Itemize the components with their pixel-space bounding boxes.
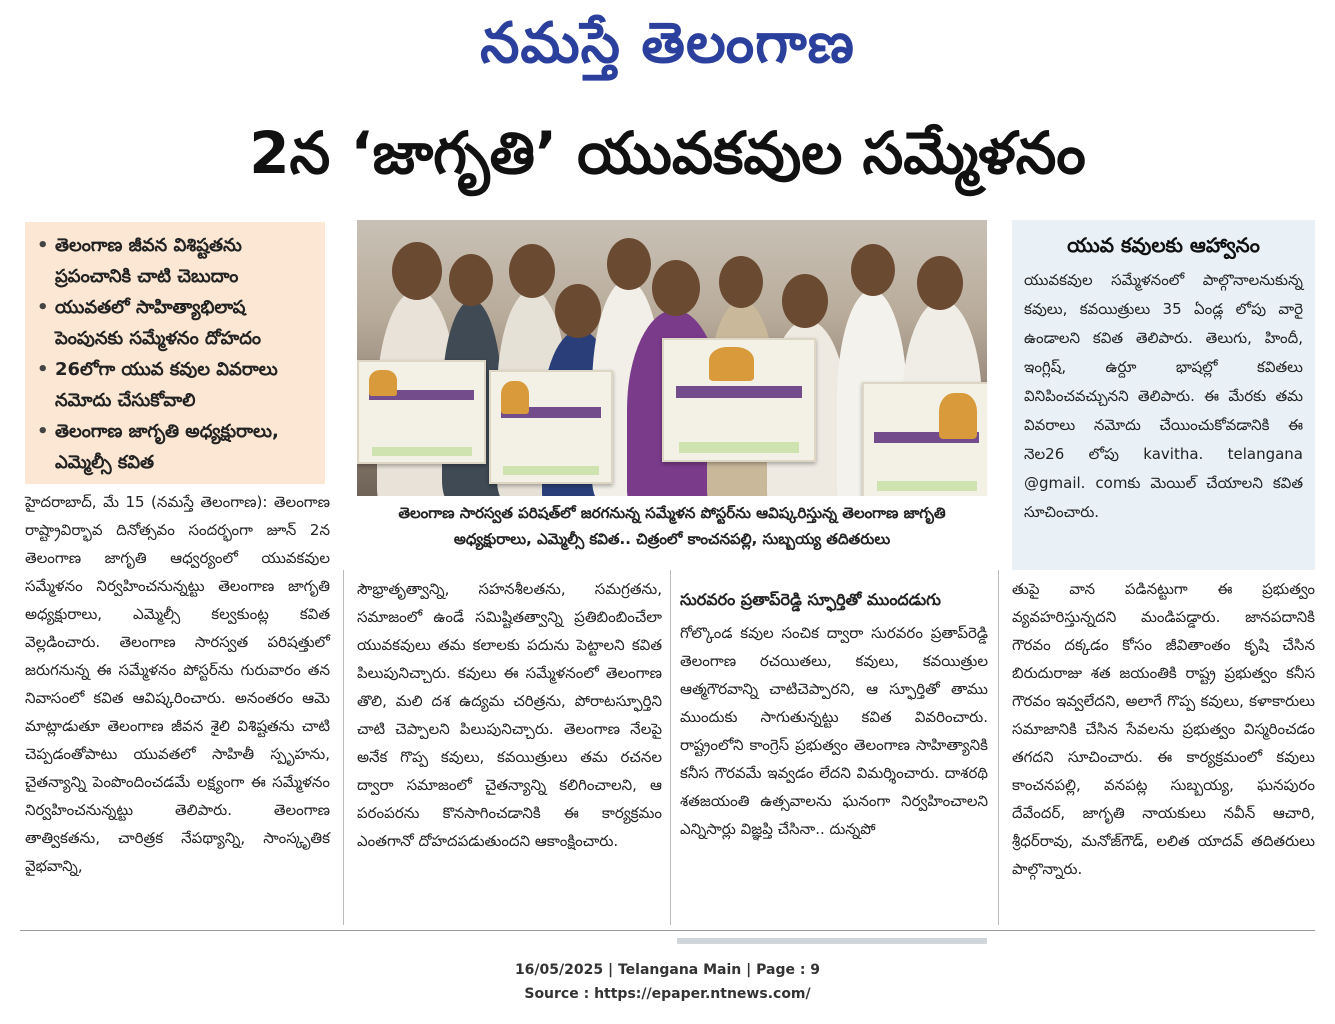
event-poster bbox=[662, 338, 816, 462]
highlights-box bbox=[25, 222, 325, 484]
sidebar-body: యువకవుల సమ్మేళనంలో పాల్గొనాలనుకున్న కవులు, కవయిత్రులు 35 ఏండ్ల లోపు వారై ఉండాలని కవిత తెలిపారు. తెలుగు, హిందీ, ఇంగ్లిష్, ఉర్దూ భాషల్లో కవితలు వినిపించవచ్చునని తెలిపారు. ఈ మేరకు తమ వివరాలు నమోదు చేయించుకోవడానికి ఈ నెల26 లోపు kavitha. telangana @gmail. comకు మెయిల్ చేయాలని కవిత సూచించారు. bbox=[1024, 271, 1303, 521]
edition-info: 16/05/2025 | Telangana Main | Page : 9 bbox=[514, 962, 821, 978]
photo-figure-head bbox=[851, 244, 895, 296]
photo-figure-head bbox=[652, 260, 700, 316]
next-article-bar bbox=[677, 938, 987, 944]
bullet-icon: • bbox=[37, 421, 49, 442]
article-text: సౌభ్రాతృత్వాన్ని, సహనశీలతను, సమగ్రతను, సమాజంలో ఉండే సమిష్టితత్వాన్ని ప్రతిబింబించేలా యువకవులు తమ కలాలకు పదును పెట్టాలని కవిత పిలుపునిచ్చారు. కవులు ఈ సమ్మేళనంలో తెలంగాణ తొలి, మలి దశ ఉద్యమ చరిత్రను, పోరాటస్ఫూర్తిని చాటి చెప్పాలని పిలుపునిచ్చారు. తెలంగాణ నేలపై అనేక గొప్ప కవులు, కవయిత్రులు తమ రచనల ద్వారా సమాజంలో చైతన్యాన్ని కలిగించాలని, ఆ పరంపరను కొనసాగించడానికి ఈ కార్యక్రమం ఎంతగానో దోహదపడుతుందని ఆకాంక్షించారు. bbox=[357, 580, 662, 850]
column-divider bbox=[343, 570, 344, 925]
photo-figure-head bbox=[917, 256, 963, 310]
column-divider bbox=[998, 570, 999, 925]
photo-figure-head bbox=[449, 254, 493, 306]
photo-figure-head bbox=[509, 244, 555, 298]
article-subheading: సురవరం ప్రతాప్‌రెడ్డి స్ఫూర్తితో ముందడుగు bbox=[680, 590, 941, 609]
page-bottom-rule bbox=[20, 930, 1315, 931]
article-column-1 bbox=[25, 488, 330, 918]
sidebar-box bbox=[1012, 220, 1315, 570]
bullet-icon: • bbox=[37, 235, 49, 256]
article-text: హైదరాబాద్, మే 15 (నమస్తే తెలంగాణ): తెలంగాణ రాష్ట్రావిర్భావ దినోత్సవం సందర్భంగా జూన్ 2న తెలంగాణ జాగృతి ఆధ్వర్యంలో యువకవుల సమ్మేళనం నిర్వహించనున్నట్టు తెలంగాణ జాగృతి అధ్యక్షురాలు, ఎమ్మెల్సీ కల్వకుంట్ల కవిత వెల్లడించారు. తెలంగాణ సారస్వత పరిషత్తులో జరుగనున్న ఈ సమ్మేళనం పోస్టర్‌ను గురువారం తన నివాసంలో కవిత ఆవిష్కరించారు. అనంతరం ఆమె మాట్లాడుతూ తెలంగాణ జీవన శైలి విశిష్టతను చాటి చెప్పడంతోపాటు యువతలో సాహితీ స్పృహను, చైతన్యాన్ని పెంపొందించడమే లక్ష్యంగా ఈ సమ్మేళనం నిర్వహించనున్నట్టు తెలిపారు. తెలంగాణ తాత్వికతను, చారిత్రక నేపథ్యాన్ని, సాంస్కృతిక వైభవాన్ని, bbox=[25, 493, 330, 875]
article-column-2 bbox=[357, 575, 662, 920]
sidebar-title: యువ కవులకు ఆహ్వానం bbox=[1067, 233, 1260, 257]
article-column-4 bbox=[1012, 575, 1315, 920]
article-text: గోల్కొండ కవుల సంచిక ద్వారా సురవరం ప్రతాప్‌రెడ్డి తెలంగాణ రచయితలు, కవులు, కవయిత్రుల ఆత్మగౌరవాన్ని చాటిచెప్పారని, ఆ స్ఫూర్తితో తాము ముందుకు సాగుతున్నట్టు కవిత వివరించారు. రాష్ట్రంలోని కాంగ్రెస్ ప్రభుత్వం తెలంగాణ సాహిత్యానికి కనీస గౌరవమే ఇవ్వడం లేదని విమర్శించారు. దాశరథి శతజయంతి ఉత్సవాలను ఘనంగా నిర్వహించాలని ఎన్నిసార్లు విజ్ఞప్తి చేసినా.. దున్నపో bbox=[680, 624, 988, 838]
article-text: తుపై వాన పడినట్టుగా ఈ ప్రభుత్వం వ్యవహరిస్తున్నదని మండిపడ్డారు. జానపదానికి గౌరవం దక్కడం కోసం జీవితాంతం కృషి చేసిన బిరుదురాజు శత జయంతికి రాష్ట్ర ప్రభుత్వం కనీస గౌరవం ఇవ్వలేదని, అలాగే గొప్ప కవులు, కళాకారులు సమాజానికి చేసిన సేవలను ప్రభుత్వం విస్మరించడం తగదని సూచించారు. ఈ కార్యక్రమంలో కవులు కాంచనపల్లి, వనపట్ల సుబ్బయ్య, ఘనపురం దేవేందర్, జాగృతి నాయకులు నవీన్ ఆచారి, శ్రీధర్‌రావు, మనోజ్‌గౌడ్, లలిత యాదవ్ తదితరులు పాల్గొన్నారు. bbox=[1012, 580, 1315, 878]
photo-figure-head bbox=[719, 256, 763, 308]
source-link[interactable]: Source : https://epaper.ntnews.com/ bbox=[524, 986, 811, 1002]
photo-figure-head bbox=[782, 274, 828, 328]
event-poster bbox=[862, 382, 987, 496]
masthead-logo: నమస్తే తెలంగాణ bbox=[480, 10, 855, 76]
highlight-item: • 26లోగా యువ కవుల వివరాలు నమోదు చేసుకోవాలి bbox=[33, 354, 319, 416]
column-divider bbox=[670, 570, 671, 925]
photo-figure-head bbox=[555, 284, 601, 338]
event-poster bbox=[357, 360, 486, 464]
article-headline: 2న ‘జాగృతి’ యువకవుల సమ్మేళనం bbox=[249, 119, 1086, 187]
photo-figure-head bbox=[392, 242, 442, 300]
article-column-3 bbox=[680, 585, 988, 920]
news-photo bbox=[357, 220, 987, 496]
event-poster bbox=[489, 370, 613, 484]
highlight-item: • యువతలో సాహిత్యాభిలాష పెంపునకు సమ్మేళనం దోహదం bbox=[33, 292, 319, 354]
highlight-item: • తెలంగాణ జాగృతి అధ్యక్షురాలు, ఎమ్మెల్సీ కవిత bbox=[33, 416, 319, 478]
highlight-item: • తెలంగాణ జీవన విశిష్టతను ప్రపంచానికి చాటి చెబుదాం bbox=[33, 230, 319, 292]
photo-figure-head bbox=[607, 238, 651, 290]
bullet-icon: • bbox=[37, 297, 49, 318]
bullet-icon: • bbox=[37, 359, 49, 380]
photo-caption: తెలంగాణ సారస్వత పరిషత్‌లో జరగనున్న సమ్మేళన పోస్టర్‌ను ఆవిష్కరిస్తున్న తెలంగాణ జాగృతి అధ్యక్షురాలు, ఎమ్మెల్సీ కవిత.. చిత్రంలో కాంచనపల్లి, సుబ్బయ్య తదితరులు bbox=[398, 504, 946, 548]
